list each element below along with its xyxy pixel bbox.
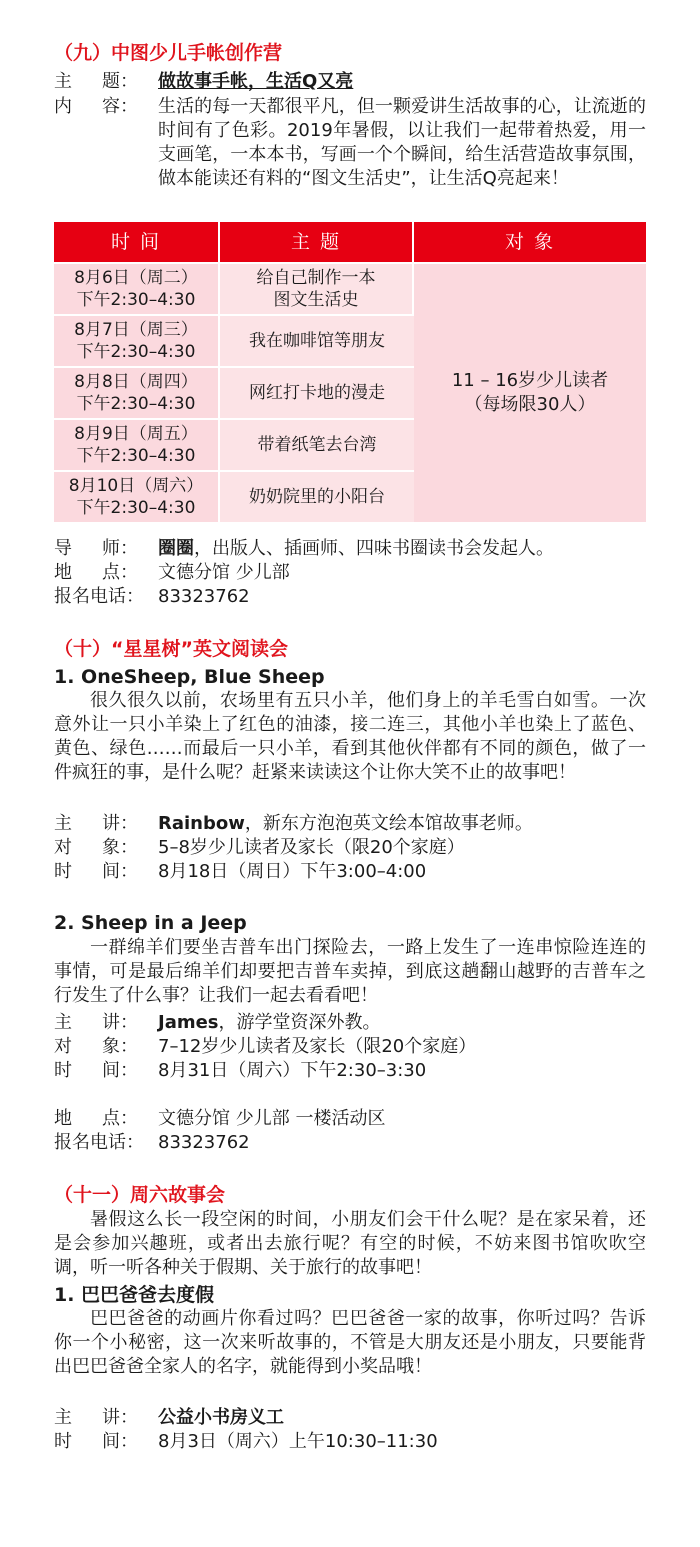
s11-intro: 暑假这么长一段空闲的时间，小朋友们会干什么呢？是在家呆着，还是会参加兴趣班，或者出去旅行呢？有空的时候，不妨来图书馆吹吹空调，听一听各种关于假期、关于旅行的故事吧！	[54, 1209, 646, 1278]
section-9-heading: （九）中图少儿手帐创作营	[54, 42, 283, 64]
section-10-heading: （十）“星星树”英文阅读会	[54, 638, 288, 660]
time-cell: 8月10日（周六） 下午2:30–4:30	[54, 470, 220, 522]
phone-value: 83323762	[158, 1132, 250, 1153]
audience-value: 5–8岁少儿读者及家长（限20个家庭）	[158, 837, 465, 858]
col-header-topic: 主 题	[220, 222, 414, 262]
phone-value: 83323762	[158, 586, 250, 607]
table-row	[54, 262, 646, 314]
s11-event-1-title: 1. 巴巴爸爸去度假	[54, 1284, 215, 1306]
place-value: 文德分馆 少儿部	[158, 562, 290, 583]
s9-topic-row	[54, 70, 646, 94]
topic-value: 做故事手帐，生活Q又亮	[158, 71, 354, 92]
mentor-desc: ，出版人、插画师、四味书圈读书会发起人。	[194, 538, 554, 559]
time-cell: 8月8日（周四） 下午2:30–4:30	[54, 366, 220, 418]
mentor-label: 导 师：	[54, 538, 138, 559]
s9-place-row	[54, 561, 646, 585]
schedule-table-wrap	[54, 222, 646, 522]
audience-value: 7–12岁少儿读者及家长（限20个家庭）	[158, 1036, 477, 1057]
time-value: 8月3日（周六）上午10:30–11:30	[158, 1431, 438, 1452]
time-cell: 8月7日（周三） 下午2:30–4:30	[54, 314, 220, 366]
speaker-name: James	[158, 1012, 219, 1033]
s9-content-row	[54, 95, 646, 191]
content-label: 内 容：	[54, 96, 138, 117]
s11-e1-speaker-row	[54, 1406, 646, 1430]
phone-label: 报名电话：	[54, 1132, 144, 1153]
topic-cell: 带着纸笔去台湾	[220, 418, 414, 470]
topic-cell: 给自己制作一本 图文生活史	[220, 262, 414, 314]
time-label: 时 间：	[54, 1060, 138, 1081]
section-11-heading: （十一）周六故事会	[54, 1184, 226, 1206]
content-value: 生活的每一天都很平凡，但一颗爱讲生活故事的心，让流逝的时间有了色彩。2019年暑假，以让我们一起带着热爱，用一支画笔，一本本书，写画一个个瞬间，给生活营造故事氛围，做本能读还有料的“图文生活史”，让生活Q亮起来！	[158, 96, 646, 189]
s10-phone-row	[54, 1131, 646, 1155]
col-header-time: 时 间	[54, 222, 220, 262]
topic-cell: 奶奶院里的小阳台	[220, 470, 414, 522]
place-label: 地 点：	[54, 562, 138, 583]
time-label: 时 间：	[54, 1431, 138, 1452]
s10-e2-speaker-row	[54, 1011, 646, 1035]
speaker-label: 主 讲：	[54, 813, 138, 834]
s10-place-row	[54, 1107, 646, 1131]
s10-e2-time-row	[54, 1059, 646, 1083]
mentor-name: 圈圈	[158, 538, 194, 559]
time-cell: 8月6日（周二） 下午2:30–4:30	[54, 262, 220, 314]
s11-event-1-desc: 巴巴爸爸的动画片你看过吗？巴巴爸爸一家的故事，你听过吗？告诉你一个小秘密，这一次来听故事的，不管是大朋友还是小朋友，只要能背出巴巴爸爸全家人的名字，就能得到小奖品哦！	[54, 1308, 646, 1377]
time-value: 8月18日（周日）下午3:00–4:00	[158, 861, 427, 882]
speaker-desc: ，游学堂资深外教。	[218, 1012, 381, 1033]
s10-event-1-title: 1. OneSheep, Blue Sheep	[54, 666, 325, 688]
s10-e1-speaker-row	[54, 812, 646, 836]
s10-event-1-desc: 很久很久以前，农场里有五只小羊，他们身上的羊毛雪白如雪。一次意外让一只小羊染上了红色的油漆，接二连三，其他小羊也染上了蓝色、黄色、绿色……而最后一只小羊，看到其他伙伴都有不同的颜色，做了一件疯狂的事，是什么呢？赶紧来读读这个让你大笑不止的故事吧！	[54, 690, 646, 783]
time-value: 8月31日（周六）下午2:30–3:30	[158, 1060, 427, 1081]
s9-mentor-row	[54, 537, 646, 561]
topic-label: 主 题：	[54, 71, 138, 92]
speaker-desc: ，新东方泡泡英文绘本馆故事老师。	[244, 813, 533, 834]
s10-event-2-title: 2. Sheep in a Jeep	[54, 912, 247, 934]
place-label: 地 点：	[54, 1108, 138, 1129]
col-header-audience: 对 象	[414, 222, 646, 262]
topic-cell: 我在咖啡馆等朋友	[220, 314, 414, 366]
schedule-table	[54, 222, 646, 522]
s10-e1-audience-row	[54, 836, 646, 860]
speaker-name: 公益小书房义工	[158, 1407, 284, 1428]
place-value: 文德分馆 少儿部 一楼活动区	[158, 1108, 386, 1129]
audience-label: 对 象：	[54, 1036, 138, 1057]
s11-e1-time-row	[54, 1430, 646, 1454]
topic-cell: 网红打卡地的漫走	[220, 366, 414, 418]
s10-e1-time-row	[54, 860, 646, 884]
audience-cell: 11 – 16岁少儿读者 （每场限30人）	[414, 262, 646, 522]
s9-phone-row	[54, 585, 646, 609]
phone-label: 报名电话：	[54, 586, 144, 607]
s10-e2-audience-row	[54, 1035, 646, 1059]
s10-event-2-desc: 一群绵羊们要坐吉普车出门探险去，一路上发生了一连串惊险连连的事情，可是最后绵羊们却要把吉普车卖掉，到底这趟翻山越野的吉普车之行发生了什么事？让我们一起去看看吧！	[54, 937, 646, 1006]
speaker-label: 主 讲：	[54, 1407, 138, 1428]
speaker-label: 主 讲：	[54, 1012, 138, 1033]
time-label: 时 间：	[54, 861, 138, 882]
time-cell: 8月9日（周五） 下午2:30–4:30	[54, 418, 220, 470]
speaker-name: Rainbow	[158, 813, 245, 834]
audience-label: 对 象：	[54, 837, 138, 858]
